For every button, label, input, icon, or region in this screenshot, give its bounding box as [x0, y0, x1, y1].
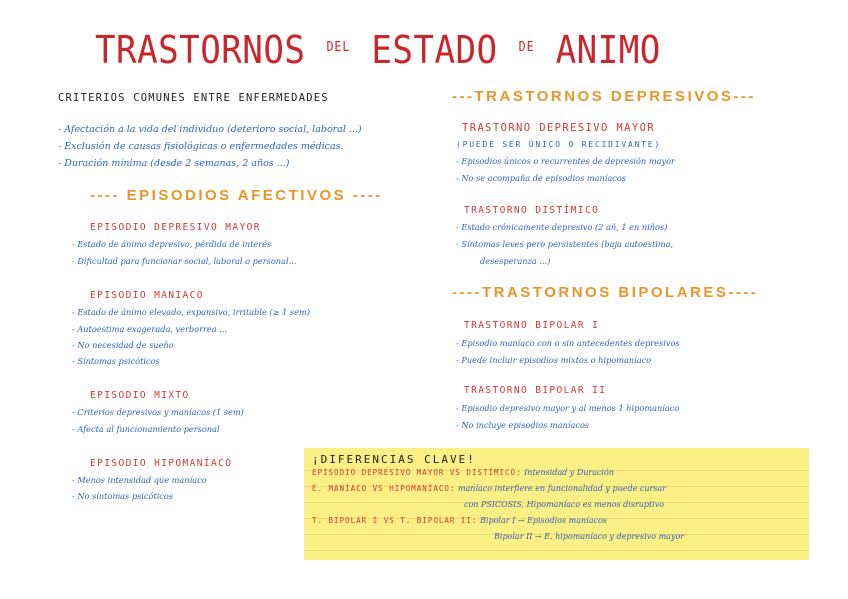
note-row-2-text: maníaco interfiere en funcionalidad y puede cursar [457, 484, 667, 493]
note-row-1-key: EPISODIO DEPRESIVO MAYOR VS DISTÍMICO: [312, 468, 522, 477]
note-row-3-text: Bipolar I → Episodios maníacos [480, 516, 607, 525]
disorder-item: - No incluye episodios maníacos [456, 420, 590, 430]
criteria-item: - Exclusión de causas fisiológicas o enfermedades médicas. [58, 141, 344, 152]
disorder-name: TRASTORNO DEPRESIVO MAYOR [462, 122, 656, 134]
note-row-2-key: E. MANÍACO VS HIPOMANÍACO: [312, 484, 456, 493]
disorder-name: TRASTORNO DISTÍMICO [464, 205, 600, 216]
key-differences-note [304, 448, 809, 560]
note-row-3-key: T. BIPOLAR I VS T. BIPOLAR II: [312, 516, 478, 525]
note-row-1 [312, 468, 614, 477]
episode-item: - Menos intensidad que maníaco [72, 475, 207, 485]
episode-item: - Criterios depresivos y maníacos (1 sem) [72, 407, 244, 417]
page-title [95, 28, 661, 72]
title-part-2: ESTADO [371, 28, 498, 72]
episode-item: - Autoestima exagerada, verborrea ... [72, 324, 228, 334]
disorder-name: TRASTORNO BIPOLAR II [464, 385, 607, 396]
episode-name: EPISODIO MIXTO [90, 390, 190, 401]
disorder-name: TRASTORNO BIPOLAR I [464, 320, 600, 331]
depresivos-header: ---TRASTORNOS DEPRESIVOS--- [452, 88, 756, 105]
disorder-item: desesperanza ...) [480, 256, 551, 266]
criteria-item: - Afectación a la vida del individuo (deterioro social, laboral ...) [58, 124, 362, 135]
title-part-3: ANIMO [555, 28, 661, 72]
disorder-note: (PUEDE SER ÚNICO O RECIDIVANTE) [456, 140, 662, 149]
episode-item: - Afecta al funcionamiento personal [72, 424, 220, 434]
episode-name: EPISODIO DEPRESIVO MAYOR [90, 222, 261, 233]
note-row-2 [312, 484, 666, 493]
episodes-header: ---- EPISODIOS AFECTIVOS ---- [90, 187, 383, 204]
episode-item: - Estado de ánimo depresivo, pérdida de interés [72, 239, 272, 249]
disorder-item: - Puede incluir episodios mixtos o hipomaníaco [456, 355, 652, 365]
disorder-item: - Estado crónicamente depresivo (2 añ, 1 en niños) [456, 222, 668, 232]
title-del: DEL [326, 40, 351, 55]
episode-item: - Dificultad para funcionar social, laboral o personal... [72, 256, 297, 266]
criteria-item: - Duración mínima (desde 2 semanas, 2 años ...) [58, 158, 290, 169]
disorder-item: - Episodio depresivo mayor y al menos 1 hipomaníaco [456, 403, 680, 413]
disorder-item: - No se acompaña de episodios maníacos [456, 173, 627, 183]
note-header: ¡DIFERENCIAS CLAVE! [312, 453, 476, 466]
episode-name: EPISODIO HIPOMANÍACO [90, 458, 233, 469]
disorder-item: - Síntomas leves pero persistentes (baja autoestima, [456, 239, 674, 249]
episode-name: EPISODIO MANIACO [90, 290, 204, 301]
episode-item: - No necesidad de sueño [72, 340, 174, 350]
criteria-header: CRITERIOS COMUNES ENTRE ENFERMEDADES [58, 92, 329, 104]
disorder-item: - Episodios únicos o recurrentes de depresión mayor [456, 156, 675, 166]
note-row-2-cont: con PSICOSIS, Hipomaníaco es menos disruptivo [464, 500, 665, 509]
title-part-1: TRASTORNOS [95, 28, 306, 72]
episode-item: - Síntomas psicóticos [72, 356, 160, 366]
episode-item: - No síntomas psicóticos [72, 491, 174, 501]
note-row-3 [312, 516, 607, 525]
bipolares-header: ----TRASTORNOS BIPOLARES---- [452, 284, 759, 301]
note-row-3-cont: Bipolar II → E. hipomaníaco y depresivo mayor [494, 532, 685, 541]
episode-item: - Estado de ánimo elevado, expansivo, irritable (≥ 1 sem) [72, 307, 310, 317]
note-row-1-text: Intensidad y Duración [524, 468, 615, 477]
title-de: DE [518, 40, 535, 55]
disorder-item: - Episodio maníaco con o sin antecedentes depresivos [456, 338, 680, 348]
